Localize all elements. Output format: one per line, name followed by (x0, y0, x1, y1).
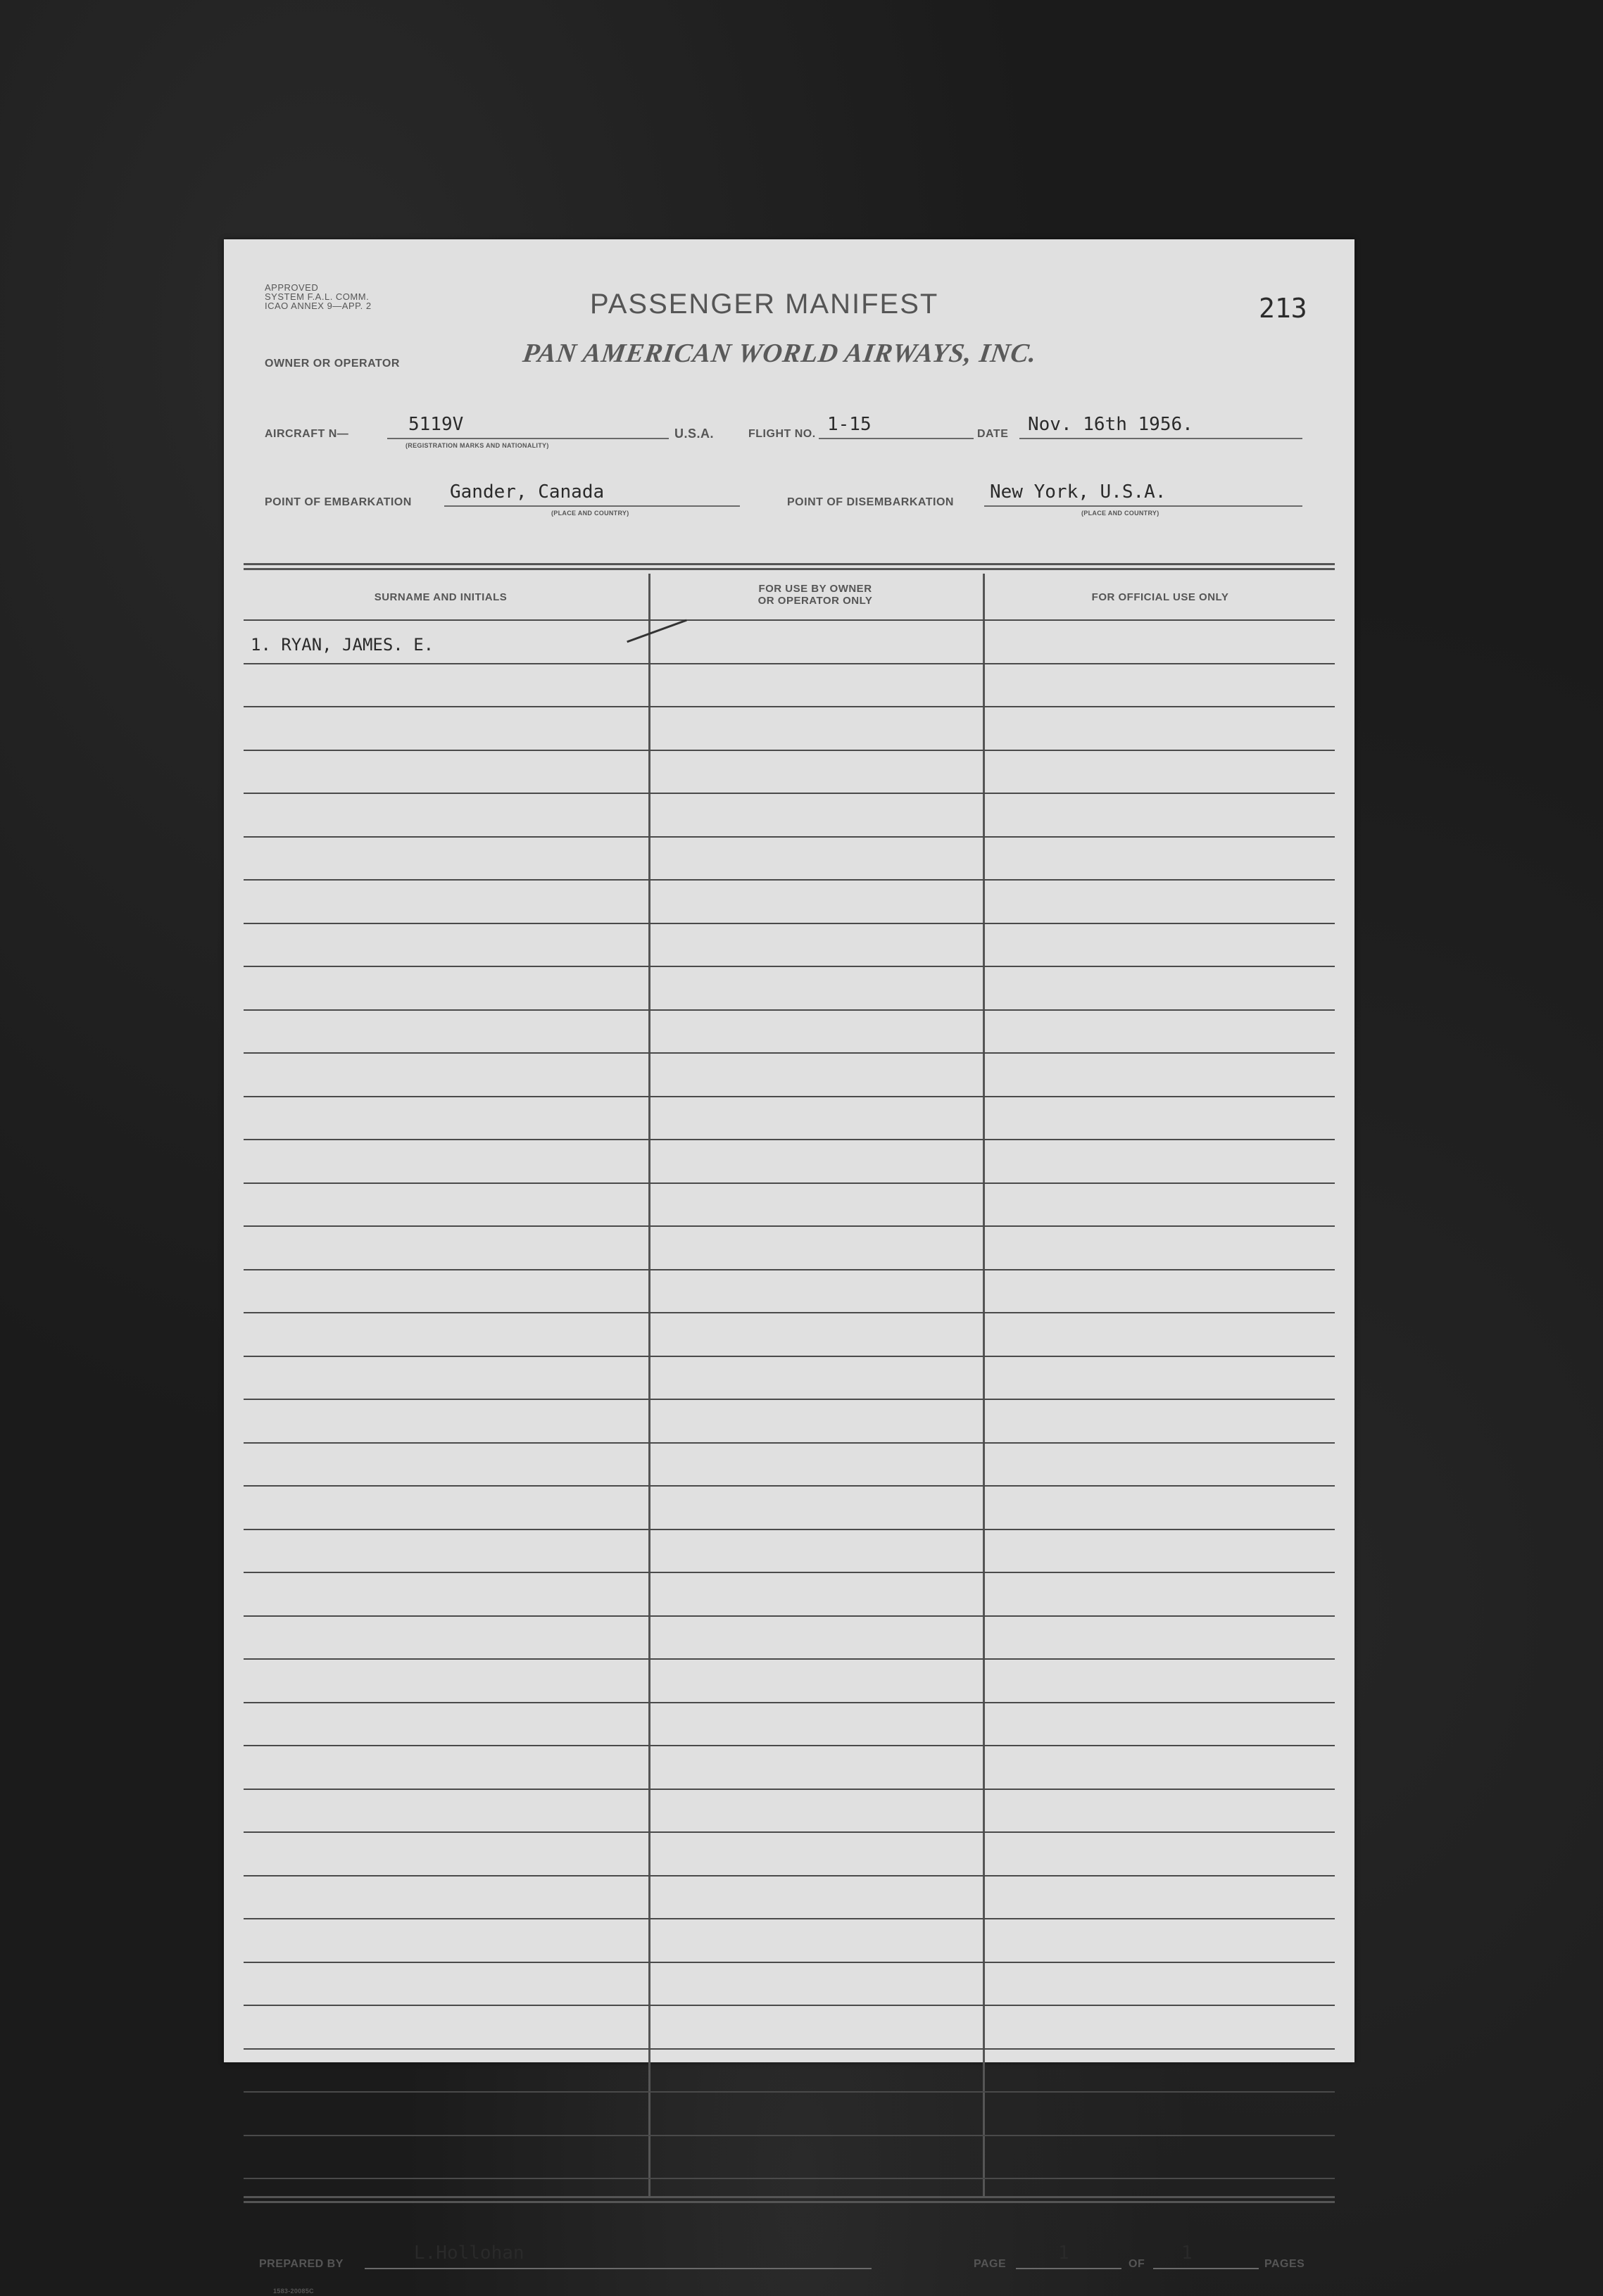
embarkation-value: Gander, Canada (450, 481, 605, 503)
column-header-line: OR OPERATOR ONLY (758, 595, 873, 607)
row-line (244, 836, 1335, 838)
disembarkation-field (984, 481, 1302, 507)
row-line (244, 1312, 1335, 1313)
prepared-by-field (365, 2245, 872, 2269)
column-divider (983, 574, 985, 2196)
aircraft-label: AIRCRAFT N— (265, 428, 349, 440)
flight-value: 1-15 (827, 414, 872, 435)
aircraft-field (387, 414, 669, 439)
row-line (244, 1702, 1335, 1703)
page-value: 1 (1058, 2243, 1069, 2264)
check-mark (627, 619, 687, 643)
date-value: Nov. 16th 1956. (1028, 414, 1193, 435)
prepared-by-value: L.Hollohan (414, 2243, 524, 2264)
approval-line: SYSTEM F.A.L. COMM. (265, 291, 370, 302)
approval-note (265, 283, 372, 310)
row-line (244, 1009, 1335, 1011)
row-line (244, 1615, 1335, 1617)
flight-label: FLIGHT NO. (748, 428, 816, 440)
row-line (244, 1399, 1335, 1400)
column-header-official-use: FOR OFFICIAL USE ONLY (1091, 591, 1229, 603)
row-line (244, 1572, 1335, 1573)
row-line (244, 1485, 1335, 1487)
row-line (244, 1182, 1335, 1184)
of-field (1153, 2245, 1259, 2269)
disembarkation-sublabel: (PLACE AND COUNTRY) (1081, 510, 1159, 517)
row-line (244, 1831, 1335, 1833)
column-header-line: FOR USE BY OWNER (758, 583, 872, 595)
row-line (244, 1052, 1335, 1054)
approval-line: ICAO ANNEX 9—APP. 2 (265, 301, 372, 311)
row-line (244, 619, 1335, 621)
passenger-entry: 1. RYAN, JAMES. E. (251, 635, 434, 655)
row-line (244, 966, 1335, 967)
row-line (244, 2135, 1335, 2136)
flight-field (819, 414, 974, 439)
table-top-rule (244, 563, 1335, 570)
row-line (244, 1658, 1335, 1660)
table-bottom-rule (244, 2196, 1335, 2203)
date-field (1019, 414, 1302, 439)
form-code: 1583-20085C (273, 2288, 314, 2295)
disembarkation-value: New York, U.S.A. (990, 481, 1167, 503)
of-label: OF (1129, 2258, 1145, 2270)
row-line (244, 1139, 1335, 1140)
aircraft-value: 5119V (408, 414, 464, 435)
country-label: U.S.A. (674, 427, 715, 441)
row-line (244, 1356, 1335, 1357)
row-line (244, 879, 1335, 881)
row-line (244, 1745, 1335, 1746)
form-title: PASSENGER MANIFEST (590, 289, 939, 320)
row-line (244, 2048, 1335, 2050)
archive-page-number: 213 (1259, 293, 1307, 324)
row-line (244, 1529, 1335, 1530)
row-line (244, 706, 1335, 707)
date-label: DATE (977, 428, 1009, 440)
column-divider (648, 574, 650, 2196)
manifest-sheet (224, 239, 1354, 2295)
row-line (244, 2178, 1335, 2179)
owner-stamp: PAN AMERICAN WORLD AIRWAYS, INC. (521, 339, 1039, 368)
aircraft-sublabel: (REGISTRATION MARKS AND NATIONALITY) (406, 442, 549, 449)
owner-label: OWNER OR OPERATOR (265, 358, 400, 370)
embarkation-label: POINT OF EMBARKATION (265, 496, 412, 508)
row-line (244, 923, 1335, 924)
row-line (244, 2091, 1335, 2093)
row-line (244, 663, 1335, 664)
row-line (244, 1225, 1335, 1227)
row-line (244, 1875, 1335, 1876)
page-field (1016, 2245, 1121, 2269)
embarkation-field (444, 481, 740, 507)
row-line (244, 750, 1335, 751)
row-line (244, 1962, 1335, 1963)
disembarkation-label: POINT OF DISEMBARKATION (787, 496, 954, 508)
column-header-surname: SURNAME AND INITIALS (374, 591, 508, 603)
approval-line: APPROVED (265, 282, 319, 293)
prepared-by-label: PREPARED BY (259, 2258, 344, 2270)
row-line (244, 1442, 1335, 1444)
row-line (244, 1269, 1335, 1270)
pages-label: PAGES (1264, 2258, 1305, 2270)
row-line (244, 2005, 1335, 2006)
of-value: 1 (1181, 2243, 1193, 2264)
embarkation-sublabel: (PLACE AND COUNTRY) (551, 510, 629, 517)
row-line (244, 793, 1335, 794)
row-line (244, 1918, 1335, 1919)
page-label: PAGE (974, 2258, 1007, 2270)
row-line (244, 1789, 1335, 1790)
column-header-owner-use (650, 583, 981, 607)
row-line (244, 1096, 1335, 1097)
